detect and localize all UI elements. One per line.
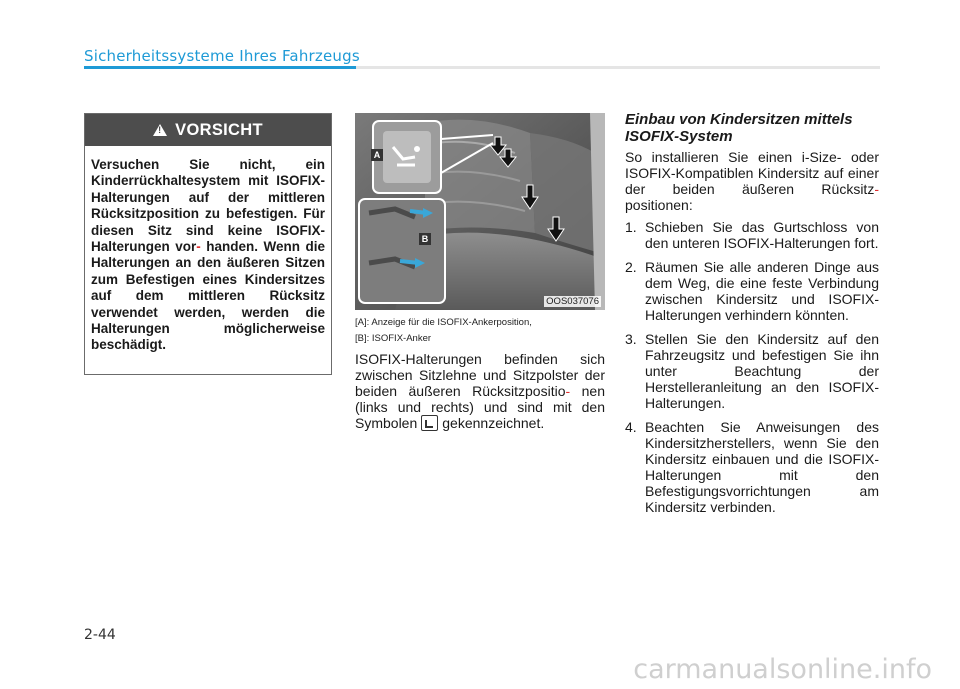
intro-hyphen: - — [874, 181, 879, 197]
list-item — [625, 259, 879, 323]
step-text: Beachten Sie Anweisungen des Kindersitzherstellers, wenn Sie den Kindersitz einbauen und die ISOFIX-Halterungen mit den Befestigungsvorrichtungen am Kindersitz verbinden. — [645, 419, 879, 515]
step-text: Schieben Sie das Gurtschloss von den unteren ISOFIX-Halterungen fort. — [645, 219, 879, 251]
figure-code: OOS037076 — [546, 296, 599, 307]
warning-triangle-icon — [153, 124, 167, 136]
middle-text-b: nen (links und rechts) und sind mit den Symbolen — [355, 383, 605, 431]
middle-text-c: gekennzeichnet. — [442, 415, 545, 431]
caution-hyphen: - — [196, 239, 201, 255]
watermark: carmanualsonline.info — [633, 654, 932, 685]
isofix-location-paragraph — [355, 351, 605, 431]
isofix-seat-photo — [355, 113, 605, 310]
intro-text-b: positionen: — [625, 197, 693, 213]
section-intro — [625, 149, 879, 213]
section-title: Einbau von Kindersitzen mittels ISOFIX-System — [625, 111, 853, 145]
caution-text — [85, 146, 331, 354]
list-item — [625, 419, 879, 515]
caution-heading-label: VORSICHT — [175, 120, 263, 139]
header-rule — [84, 66, 880, 69]
step-text: Räumen Sie alle anderen Dinge aus dem Weg, die eine feste Verbindung zwischen Kindersitz und ISOFIX-Halterungen verhindern könnten. — [645, 259, 879, 323]
middle-text-a: ISOFIX-Halterungen befinden sich zwischen Sitzlehne und Sitzpolster der beiden äußeren Rücksitzpositio — [355, 351, 605, 399]
step-number: 4. — [625, 419, 637, 435]
step-number: 2. — [625, 259, 637, 275]
middle-hyphen: - — [565, 383, 571, 399]
page-number: 2-44 — [84, 627, 116, 643]
caution-heading — [85, 114, 331, 146]
section-header-title: Sicherheitssysteme Ihres Fahrzeugs — [84, 47, 360, 65]
list-item — [625, 219, 879, 251]
step-number: 1. — [625, 219, 637, 235]
isofix-symbol-icon — [421, 415, 438, 431]
figure-label-a: A — [373, 150, 381, 160]
installation-steps — [625, 219, 879, 523]
intro-text-a: So installieren Sie einen i-Size- oder ISOFIX-Kompatiblen Kindersitz auf einer der beiden äußeren Rücksitz — [625, 149, 879, 197]
figure-caption-b: [B]: ISOFIX-Anker — [355, 333, 432, 344]
caution-text-part-b: handen. Wenn die Halterungen an den äußeren Sitzen zum Befestigen eines Kindersitzes auf dem mittleren Rücksitz verwendet werden, werden die Halterungen möglicherweise beschädigt. — [91, 239, 325, 353]
figure-caption-a: [A]: Anzeige für die ISOFIX-Ankerposition, — [355, 317, 532, 328]
list-item — [625, 331, 879, 411]
caution-text-part-a: Versuchen Sie nicht, ein Kinderrückhaltesystem mit ISOFIX-Halterungen auf der mittleren Rücksitzposition zu befestigen. Für diesen Sitz sind keine ISOFIX-Halterungen vor — [91, 157, 325, 255]
figure-label-b: B — [421, 234, 429, 244]
step-text: Stellen Sie den Kindersitz auf den Fahrzeugsitz und befestigen Sie ihn unter Beachtung der Herstelleranleitung an den ISOFIX-Halterungen. — [645, 331, 879, 411]
step-number: 3. — [625, 331, 637, 347]
seat-illustration — [355, 113, 605, 310]
header-rule-accent — [84, 66, 356, 69]
caution-box — [84, 113, 332, 375]
